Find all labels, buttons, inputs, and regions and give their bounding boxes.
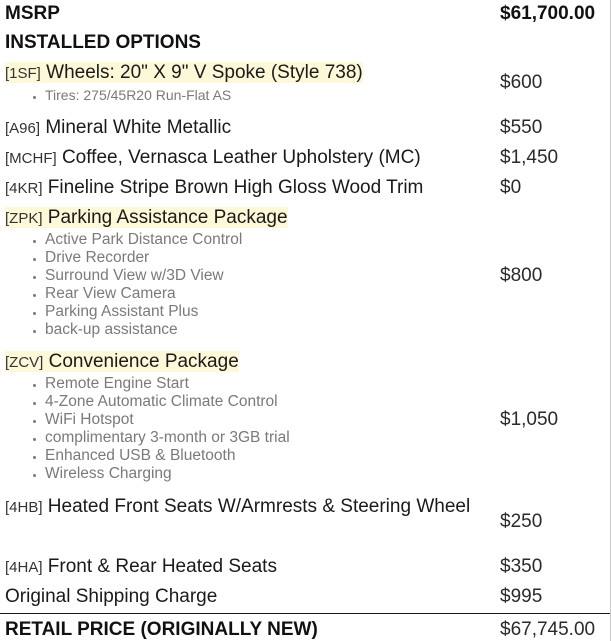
- feature-item: • Enhanced USB & Bluetooth: [45, 447, 290, 465]
- retail-price-label: RETAIL PRICE (ORIGINALLY NEW): [5, 619, 318, 640]
- option-price: $250: [500, 511, 543, 532]
- option-code: [MCHF]: [5, 150, 57, 167]
- option-name: Fineline Stripe Brown High Gloss Wood Trim: [47, 177, 424, 198]
- option-item-heated-front-seats: [5, 492, 475, 523]
- feature-item: • back-up assistance: [45, 321, 242, 339]
- feature-list: [21, 231, 242, 339]
- option-title-highlight: [5, 62, 363, 83]
- option-price: $600: [500, 72, 543, 93]
- option-price: $350: [500, 556, 543, 577]
- option-price: $1,050: [500, 409, 559, 430]
- feature-item: • Wireless Charging: [45, 465, 290, 483]
- retail-price-value: $67,745.00: [500, 619, 596, 640]
- option-code: [4HB]: [5, 499, 43, 516]
- option-code: [4HA]: [5, 559, 43, 576]
- option-price: $800: [500, 265, 543, 286]
- option-name: Wheels: 20" X 9" V Spoke (Style 738): [46, 62, 363, 83]
- feature-item: • Surround View w/3D View: [45, 267, 242, 285]
- option-name: Mineral White Metallic: [45, 117, 232, 138]
- option-price: $0: [500, 177, 522, 198]
- option-name: Heated Front Seats W/Armrests & Steering Wheel: [47, 496, 471, 517]
- option-item-wheels: [5, 58, 363, 89]
- option-price: $550: [500, 117, 543, 138]
- feature-item: • WiFi Hotspot: [45, 411, 290, 429]
- option-code: [ZCV]: [5, 354, 44, 371]
- shipping-price: $995: [500, 586, 543, 607]
- feature-item: • Drive Recorder: [45, 249, 242, 267]
- feature-item: • Parking Assistant Plus: [45, 303, 242, 321]
- option-name: Parking Assistance Package: [47, 207, 288, 228]
- feature-item: • complimentary 3-month or 3GB trial: [45, 429, 290, 447]
- option-code: [A96]: [5, 120, 41, 137]
- shipping-label: Original Shipping Charge: [5, 586, 218, 607]
- feature-list: [21, 375, 290, 483]
- feature-item: • Tires: 275/45R20 Run-Flat AS: [45, 87, 231, 104]
- option-name: Convenience Package: [48, 351, 239, 372]
- option-item-paint: [5, 113, 231, 144]
- option-item-convenience-package: [5, 347, 239, 378]
- option-name: Front & Rear Heated Seats: [47, 556, 277, 577]
- option-name: Coffee, Vernasca Leather Upholstery (MC): [61, 147, 421, 168]
- msrp-label: MSRP: [5, 3, 60, 24]
- option-code: [ZPK]: [5, 210, 43, 227]
- option-price: $1,450: [500, 147, 559, 168]
- feature-item: • Remote Engine Start: [45, 375, 290, 393]
- total-divider: [0, 613, 611, 614]
- installed-options-heading: INSTALLED OPTIONS: [5, 32, 201, 53]
- option-item-upholstery: [5, 143, 421, 174]
- option-item-trim: [5, 173, 423, 204]
- option-title-highlight: [5, 207, 288, 228]
- option-item-parking-package: [5, 203, 288, 234]
- feature-list: [21, 87, 231, 104]
- option-title-highlight: [5, 351, 239, 372]
- msrp-value: $61,700.00: [500, 3, 596, 24]
- feature-item: • 4-Zone Automatic Climate Control: [45, 393, 290, 411]
- option-item-heated-seats: [5, 552, 277, 583]
- option-code: [1SF]: [5, 65, 41, 82]
- feature-item: • Active Park Distance Control: [45, 231, 242, 249]
- feature-item: • Rear View Camera: [45, 285, 242, 303]
- option-code: [4KR]: [5, 180, 43, 197]
